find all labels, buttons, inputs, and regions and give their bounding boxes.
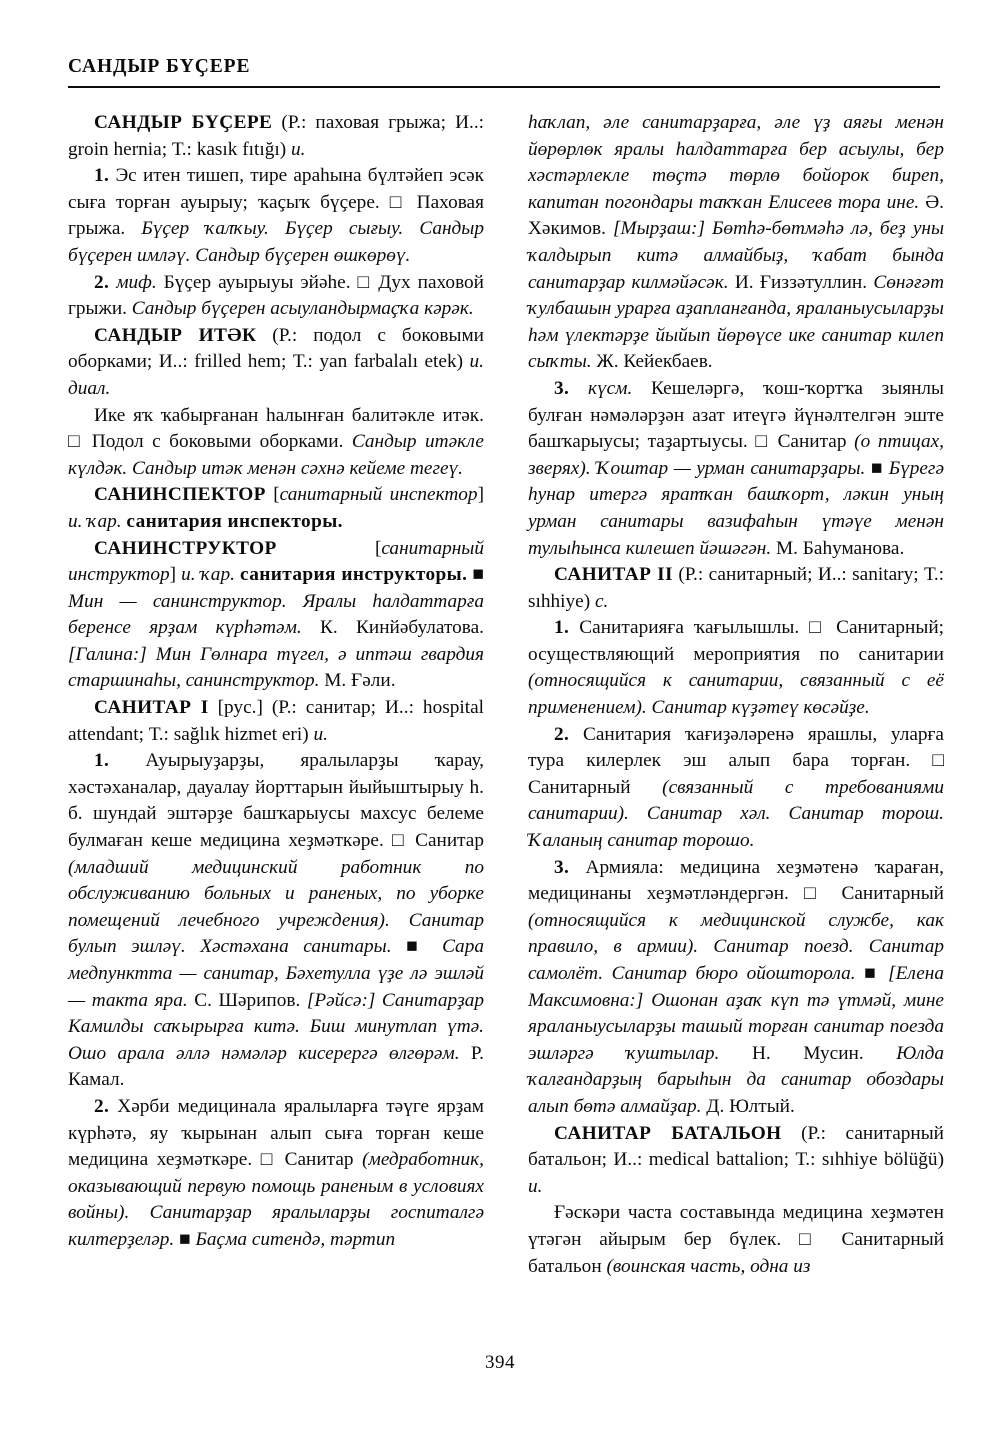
italic-text: санитарный инструктор — [68, 537, 484, 586]
italic-text: [Галина:] Мин Гөлнара түгел, ә иптәш гвардия старшинаһы, санинструктор. — [68, 643, 484, 692]
dictionary-entry — [68, 482, 484, 535]
body-text: С. Шәрипов. — [187, 989, 307, 1011]
body-text: Ә. Хәкимов. — [528, 191, 944, 240]
body-text: Д. Юлтый. — [701, 1095, 795, 1117]
entry-sense-paragraph — [68, 270, 484, 323]
body-text: Санитария ҡағиҙәләренә ярашлы, уларға тура килерлек эш алып бара торған. □ Санитарный — [528, 723, 944, 798]
body-text: И. Ғиззәтуллин. — [728, 271, 874, 293]
italic-text: (относящийся к медицинской службе, как правило, в армии). Санитар поезд. Санитар самолёт. Санитар бюро ойошторола. — [528, 909, 944, 984]
italic-text: Мин — санинструктор. Яралы һалдаттарға беренсе ярҙам күрһәтәм. — [68, 590, 484, 639]
dictionary-entry — [528, 1121, 944, 1201]
italic-text: миф. — [109, 271, 157, 293]
body-text: [ — [276, 537, 382, 559]
italic-text: (младший медицинский работник по обслуживанию больных и раненых, по уборке помещений лечебного учреждения). Санитар булып эшләү. Хәстәхана санитары. — [68, 856, 484, 958]
headword-text: САНИНСПЕКТОР — [94, 484, 266, 506]
italic-text: (относящийся к санитарии, связанный с её применением). Санитар күҙәтеү көсәйҙе. — [528, 670, 944, 719]
headword-text: санитария инспекторы. — [126, 510, 343, 532]
italic-text: с. — [594, 590, 609, 612]
italic-text: Баҫма ситендә, тәртип — [195, 1228, 396, 1250]
body-text: М. Баһуманова. — [771, 537, 905, 559]
entry-sense-paragraph — [528, 615, 944, 721]
body-text: (Р.: санитарный; И..: sanitary; Т.: sıhhiye) — [528, 564, 944, 612]
body-text: Кешеләргә, ҡош-ҡортҡа зыянлы булған нәмәләрҙән азат итеүгә йүнәлтелгән эште башҡарыусы; таҙартыусы. □ Санитар — [528, 377, 944, 453]
italic-text: Бүрегә һунар итергә яратҡан башҡорт, ләкин уның урман санитары вазифаһын үтәүе менән тулыһынса килешеп йәшәгән. — [528, 457, 944, 559]
body-text: (Р.: подол с боковыми оборками; И..: frilled hem; Т.: yan farbalalı etek) — [68, 324, 484, 373]
headword-text: 2. — [94, 1095, 110, 1117]
body-text: ] — [169, 564, 182, 586]
italic-text: Бүҫер ҡалҡыу. Бүҫер сығыу. Сандыр бүҫерен имләү. Сандыр бүҫерен өшкөрөү. — [68, 218, 485, 266]
right-column — [528, 110, 944, 1280]
body-text: К. Кинйәбулатова. — [301, 617, 484, 639]
running-head-title: САНДЫР БҮҪЕРЕ — [68, 56, 251, 77]
italic-text: и. диал. — [68, 351, 484, 399]
body-text: ] — [477, 484, 484, 506]
body-text: [рус.] (Р.: санитар; И..: hospital attendant; Т.: sağlık hizmet eri) — [68, 697, 484, 745]
italic-text: Сөнәғәт ҡулбашын урарға аҙапланғанда, яраланыусыларҙы һәм үлектәрҙе йыйып йөрөүсе ике санитар килеп сыҡты. — [528, 271, 944, 373]
headword-text: САНИТАР II — [554, 564, 673, 586]
body-text: Ғәскәри часта составында медицина хеҙмәтен үтәгән айырым бер бүлек. □ Санитарный батальон — [528, 1202, 944, 1277]
italic-text: Сандыр итәкле күлдәк. Сандыр итәк менән сәхнә кейеме тегеү. — [68, 431, 484, 479]
italic-text: (воинская часть, одна из — [606, 1255, 811, 1277]
body-text: Бүҫер ауырыуы эйәһе. □ Дух паховой грыжи. — [68, 271, 485, 320]
italic-text: [Елена Максимовна:] Ошонан аҙаҡ күп тә үтмәй, мине яраланыусыларҙы ташый торған санитар поезда эшләргә ҡуштылар. — [528, 963, 944, 1064]
dictionary-entry — [68, 695, 484, 748]
italic-text: и. ҡар. — [68, 510, 122, 532]
body-text: [ — [265, 484, 280, 506]
italic-text: санитарный инспектор — [279, 484, 478, 506]
body-text: Н. Мусин. — [719, 1042, 897, 1064]
italic-text: и. — [528, 1175, 543, 1197]
italic-text: Юлда ҡалғандарҙың барыһын да санитар обоздары алып бөтә алмайҙар. — [528, 1042, 944, 1117]
italic-text: (медработник, оказывающий первую помощь раненым в условиях войны). Санитарҙар яралыларҙы госпиталгә килтерҙеләр. — [68, 1149, 484, 1250]
dictionary-entry — [528, 562, 944, 615]
headword-text: санитария инструкторы. — [240, 564, 468, 586]
italic-text: и. — [313, 723, 328, 745]
body-text: Эс итен тишеп, тире араһына бүлтәйеп эсәк сыға торған ауырыу; ҡаҫыҡ бүҫере. □ Паховая грыжа. — [68, 165, 484, 240]
italic-text: (связанный с требованиями санитарии). Санитар хәл. Санитар торош. Ҡаланың санитар торошо. — [528, 776, 944, 852]
body-text: Санитарияға ҡағылышлы. □ Санитарный; осуществляющий мероприятия по санитарии — [528, 617, 944, 665]
dictionary-entry — [68, 323, 484, 403]
body-text: Ике яҡ ҡабырғанан һалынған балитәкле итәк. □ Подол с боковыми оборками. — [68, 404, 484, 453]
body-columns — [68, 110, 944, 1280]
italic-text: күсм. — [569, 377, 633, 399]
body-text: М. Ғәли. — [319, 670, 396, 692]
italic-text: (о птицах, зверях). Ҡоштар — урман санитарҙары. — [528, 431, 944, 479]
headword-text: 3. — [554, 377, 570, 399]
italic-text: Сандыр бүҫерен асыуландырмаҫҡа кәрәк. — [131, 298, 474, 320]
body-text: ■ — [467, 564, 485, 586]
headword-text: САНДЫР ИТӘК — [94, 324, 257, 346]
body-text: Хәрби медицинала яралыларға тәүге ярҙам күрһәтә, яу ҡырынан алып сыға торған кеше медицина хеҙмәткәре. □ Санитар — [68, 1095, 484, 1171]
headword-text: 1. — [94, 165, 110, 187]
page-number: 394 — [485, 1352, 515, 1373]
entry-sense-paragraph — [68, 163, 484, 269]
entry-sense-paragraph — [528, 1200, 944, 1280]
body-text: ■ — [865, 457, 889, 479]
dictionary-entry — [68, 110, 484, 163]
body-text: Ж. Кейекбаев. — [591, 351, 713, 373]
headword-text: 1. — [554, 617, 570, 639]
body-text: Армияла: медицина хеҙмәтенә ҡараған, медицинаны хеҙмәтләндергән. □ Санитарный — [528, 856, 944, 905]
entry-sense-paragraph — [528, 855, 944, 1121]
headword-text: САНИНСТРУКТОР — [94, 537, 277, 559]
body-text: Ауырыуҙарҙы, яралыларҙы ҡарау, хәстәханалар, дауалау йорттарын йыйыштырыу һ. б. шундай эштәрҙе башҡарыусы махсус белеме булмаған кеше медицина хеҙмәткәре. □ Санитар — [68, 750, 484, 852]
headword-text: 2. — [94, 271, 110, 293]
headword-text: САНИТАР БАТАЛЬОН — [554, 1122, 782, 1144]
italic-text: һаҡлап, әле санитарҙарға, әле үҙ аяғы менән йөрөрлөк яралы һалдаттарға бер асыулы, бер хәстәрлекле төҫтә төрлө бойорок биреп, капитан погондары таҡҡан Елисеев тора ине. — [528, 112, 944, 213]
body-text: (Р.: санитарный батальон; И..: medical battalion; Т.: sıhhiye bölüğü) — [528, 1122, 944, 1171]
left-column — [68, 110, 484, 1280]
headword-text: 2. — [554, 723, 570, 745]
italic-text: и. — [290, 138, 306, 160]
body-text: ■ — [855, 963, 889, 984]
italic-text: Сара медпунктта — санитар, Бәхетулла үҙе лә эшләй — такта яра. — [68, 936, 484, 1011]
headword-text: САНИТАР I — [94, 697, 209, 719]
body-text: ■ — [174, 1228, 196, 1250]
body-text: ■ — [391, 936, 443, 958]
entry-sense-paragraph — [68, 748, 484, 1094]
entry-sense-paragraph — [528, 376, 944, 562]
body-text: Р. Камал. — [68, 1042, 485, 1091]
entry-sense-paragraph — [68, 1094, 484, 1254]
running-head — [68, 56, 940, 88]
italic-text: и. ҡар. — [181, 564, 235, 586]
headword-text: 1. — [94, 750, 110, 772]
entry-sense-paragraph — [528, 722, 944, 855]
italic-text: [Рәйсә:] Санитарҙар Камилды саҡырырға китә. Биш минутлап үтә. Ошо арала әллә нәмәләр кисерергә өлгөрәм. — [68, 989, 484, 1064]
entry-sense-paragraph — [528, 110, 944, 376]
dictionary-entry — [68, 536, 484, 696]
italic-text: [Мырҙаш:] Бөтһә-бөтмәһә лә, беҙ уны ҡалдырып китә алмайбыҙ, ҡабат бында санитарҙар килмәйәсәк. — [528, 218, 944, 293]
header-divider-rule — [68, 86, 940, 88]
body-text: (Р.: паховая грыжа; И..: groin hernia; Т.: kasık fıtığı) — [68, 112, 484, 160]
entry-sense-paragraph — [68, 403, 484, 483]
headword-text: 3. — [554, 856, 570, 878]
headword-text: САНДЫР БҮҪЕРЕ — [94, 112, 273, 133]
